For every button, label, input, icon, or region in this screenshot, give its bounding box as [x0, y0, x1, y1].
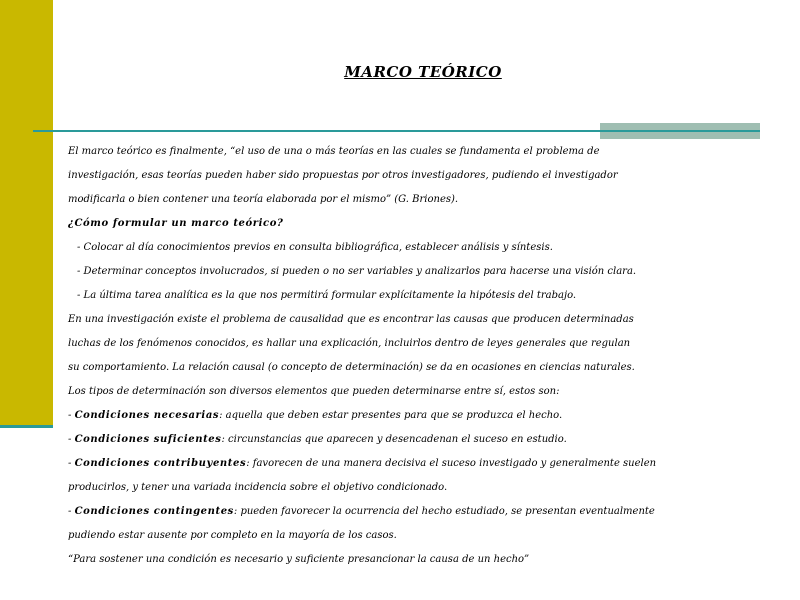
condition-contingent-text: : pueden favorecer la ocurrencia del hecho estudiado, se presentan eventualmente: [233, 506, 655, 517]
condition-necessary-term: Condiciones necesarias: [74, 410, 220, 421]
closing-quote: “Para sostener una condición es necesario y suficiente presancionar la causa de un hecho”: [68, 554, 530, 565]
condition-contributing: [68, 455, 657, 479]
condition-necessary-prefix: -: [68, 410, 75, 421]
left-teal-stripe: [0, 425, 53, 428]
condition-sufficient-term: Condiciones suficientes: [74, 434, 222, 445]
types-intro: Los tipos de determinación son diversos elementos que pueden determinarse entre sí, estos son:: [68, 386, 560, 397]
divider-accent-stripe: [600, 130, 760, 132]
causal-line-2: luchas de los fenómenos conocidos, es hallar una explicación, incluirlos dentro de leyes generales que regulan: [68, 338, 631, 349]
step-3: - La última tarea analítica es la que nos permitirá formular explícitamente la hipótesis del trabajo.: [77, 290, 577, 301]
question-heading: ¿Cómo formular un marco teórico?: [68, 218, 284, 229]
slide-body: [68, 143, 657, 575]
condition-necessary-text: : aquella que deben estar presentes para que se produzca el hecho.: [219, 410, 563, 421]
step-1: - Colocar al día conocimientos previos en consulta bibliográfica, establecer análisis y síntesis.: [77, 242, 553, 253]
condition-contributing-text: : favorecen de una manera decisiva el suceso investigado y generalmente suelen: [246, 458, 657, 469]
intro-line-3: modificarla o bien contener una teoría elaborada por el mismo” (G. Briones).: [68, 194, 459, 205]
slide-title: MARCO TEÓRICO: [344, 63, 502, 81]
condition-contingent: [68, 503, 655, 527]
causal-line-3: su comportamiento. La relación causal (o concepto de determinación) se da en ocasiones en ciencias naturales.: [68, 362, 635, 373]
condition-necessary: [68, 407, 608, 431]
intro-line-1: El marco teórico es finalmente, “el uso de una o más teorías en las cuales se fundamenta el problema de: [68, 146, 600, 157]
condition-contributing-cont: producirlos, y tener una variada incidencia sobre el objetivo condicionado.: [68, 482, 448, 493]
condition-sufficient-prefix: -: [68, 434, 75, 445]
condition-contingent-prefix: -: [68, 506, 75, 517]
condition-sufficient: [68, 431, 608, 455]
condition-contingent-term: Condiciones contingentes: [74, 506, 234, 517]
condition-contributing-term: Condiciones contribuyentes: [74, 458, 247, 469]
causal-line-1: En una investigación existe el problema de causalidad que es encontrar las causas que producen determinadas: [68, 314, 634, 325]
condition-sufficient-text: : circunstancias que aparecen y desencadenan el suceso en estudio.: [221, 434, 567, 445]
condition-contributing-prefix: -: [68, 458, 75, 469]
condition-contingent-cont: pudiendo estar ausente por completo en la mayoría de los casos.: [68, 530, 397, 541]
divider-accent-block: [600, 123, 760, 139]
step-2: - Determinar conceptos involucrados, si pueden o no ser variables y analizarlos para hacerse una visión clara.: [77, 266, 637, 277]
intro-line-2: investigación, esas teorías pueden haber sido propuestas por otros investigadores, pudiendo el investigador: [68, 170, 618, 181]
